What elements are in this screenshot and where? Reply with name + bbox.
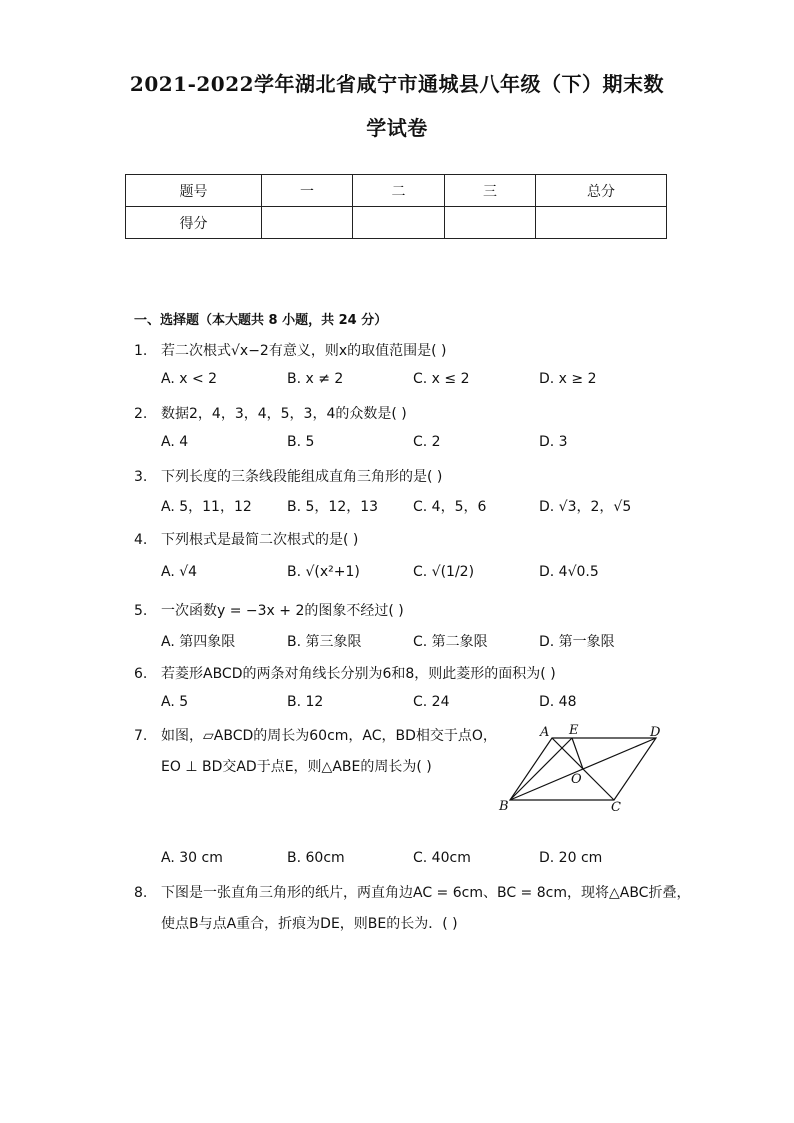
question-4 (134, 529, 358, 549)
option-c[interactable]: C. √(1/2) (413, 564, 475, 580)
option-c[interactable]: C. 40cm (413, 850, 471, 866)
option-d[interactable]: D. x ≥ 2 (539, 371, 597, 387)
question-number: 4. (134, 532, 148, 548)
question-number: 8. (134, 885, 148, 901)
header-cell: 总分 (536, 175, 667, 207)
option-c[interactable]: C. 2 (413, 434, 441, 450)
label-b: B (499, 799, 509, 814)
label-e: E (569, 723, 579, 738)
header-cell: 三 (445, 175, 536, 207)
label-a: A (540, 725, 550, 740)
option-c[interactable]: C. 4，5，6 (413, 499, 487, 515)
option-a[interactable]: A. 第四象限 (161, 634, 236, 650)
question-number: 6. (134, 666, 148, 682)
score-cell[interactable] (536, 207, 667, 239)
option-d[interactable]: D. 第一象限 (539, 634, 615, 650)
section-heading: 一、选择题（本大题共 8 小题，共 24 分） (134, 313, 388, 328)
option-a[interactable]: A. 4 (161, 434, 189, 450)
score-cell[interactable] (445, 207, 536, 239)
label-d: D (650, 725, 661, 740)
option-d[interactable]: D. 48 (539, 694, 577, 710)
label-c: C (611, 800, 621, 815)
option-d[interactable]: D. √3，2，√5 (539, 499, 632, 515)
header-cell: 一 (262, 175, 353, 207)
question-number: 7. (134, 728, 148, 744)
option-b[interactable]: B. 5 (287, 434, 315, 450)
option-b[interactable]: B. 5，12，13 (287, 499, 379, 515)
option-d[interactable]: D. 3 (539, 434, 568, 450)
option-c[interactable]: C. 24 (413, 694, 450, 710)
question-2 (134, 403, 407, 423)
question-text-line2: EO ⊥ BD交AD于点E，则△ABE的周长为( ) (161, 759, 432, 775)
option-b[interactable]: B. √(x²+1) (287, 564, 360, 580)
question-number: 3. (134, 469, 148, 485)
question-3 (134, 466, 442, 486)
question-text: 数据2，4，3，4，5，3，4的众数是( ) (161, 406, 407, 422)
parallelogram-figure (496, 722, 696, 822)
question-text: 若二次根式√x−2有意义，则x的取值范围是( ) (161, 343, 447, 359)
header-cell: 二 (353, 175, 445, 207)
option-d[interactable]: D. 4√0.5 (539, 564, 599, 580)
question-number: 1. (134, 343, 148, 359)
option-c[interactable]: C. x ≤ 2 (413, 371, 470, 387)
question-5 (134, 600, 404, 620)
question-text-line2: 使点B与点A重合，折痕为DE，则BE的长为．( ) (161, 916, 458, 932)
option-b[interactable]: B. 60cm (287, 850, 345, 866)
question-text: 一次函数y = −3x + 2的图象不经过( ) (161, 603, 404, 619)
option-a[interactable]: A. √4 (161, 564, 198, 580)
question-text: 下列根式是最简二次根式的是( ) (161, 532, 359, 548)
score-table (125, 174, 667, 239)
option-c[interactable]: C. 第二象限 (413, 634, 488, 650)
label-o: O (571, 772, 582, 787)
option-a[interactable]: A. x < 2 (161, 371, 218, 387)
option-b[interactable]: B. x ≠ 2 (287, 371, 344, 387)
score-table-header-row (126, 175, 667, 207)
segment-eo (572, 738, 583, 769)
question-7 (134, 725, 497, 745)
header-cell: 题号 (126, 175, 262, 207)
question-text: 下图是一张直角三角形的纸片，两直角边AC = 6cm、BC = 8cm，现将△ABC折叠， (161, 885, 691, 901)
exam-title-line2: 学试卷 (366, 116, 428, 140)
score-cell: 得分 (126, 207, 262, 239)
question-8 (134, 882, 690, 902)
question-text: 下列长度的三条线段能组成直角三角形的是( ) (161, 469, 443, 485)
score-table-score-row (126, 207, 667, 239)
score-cell[interactable] (262, 207, 353, 239)
exam-title-line1: 2021-2022学年湖北省咸宁市通城县八年级（下）期末数 (129, 72, 665, 96)
question-number: 2. (134, 406, 148, 422)
question-6 (134, 663, 556, 683)
score-cell[interactable] (353, 207, 445, 239)
option-b[interactable]: B. 12 (287, 694, 324, 710)
question-text: 如图，▱ABCD的周长为60cm，AC，BD相交于点O， (161, 728, 497, 744)
question-text: 若菱形ABCD的两条对角线长分别为6和8，则此菱形的面积为( ) (161, 666, 556, 682)
option-a[interactable]: A. 5 (161, 694, 189, 710)
option-b[interactable]: B. 第三象限 (287, 634, 362, 650)
option-a[interactable]: A. 30 cm (161, 850, 223, 866)
option-a[interactable]: A. 5，11，12 (161, 499, 252, 515)
question-1 (134, 340, 447, 360)
question-number: 5. (134, 603, 148, 619)
option-d[interactable]: D. 20 cm (539, 850, 603, 866)
segment-be (510, 738, 572, 800)
